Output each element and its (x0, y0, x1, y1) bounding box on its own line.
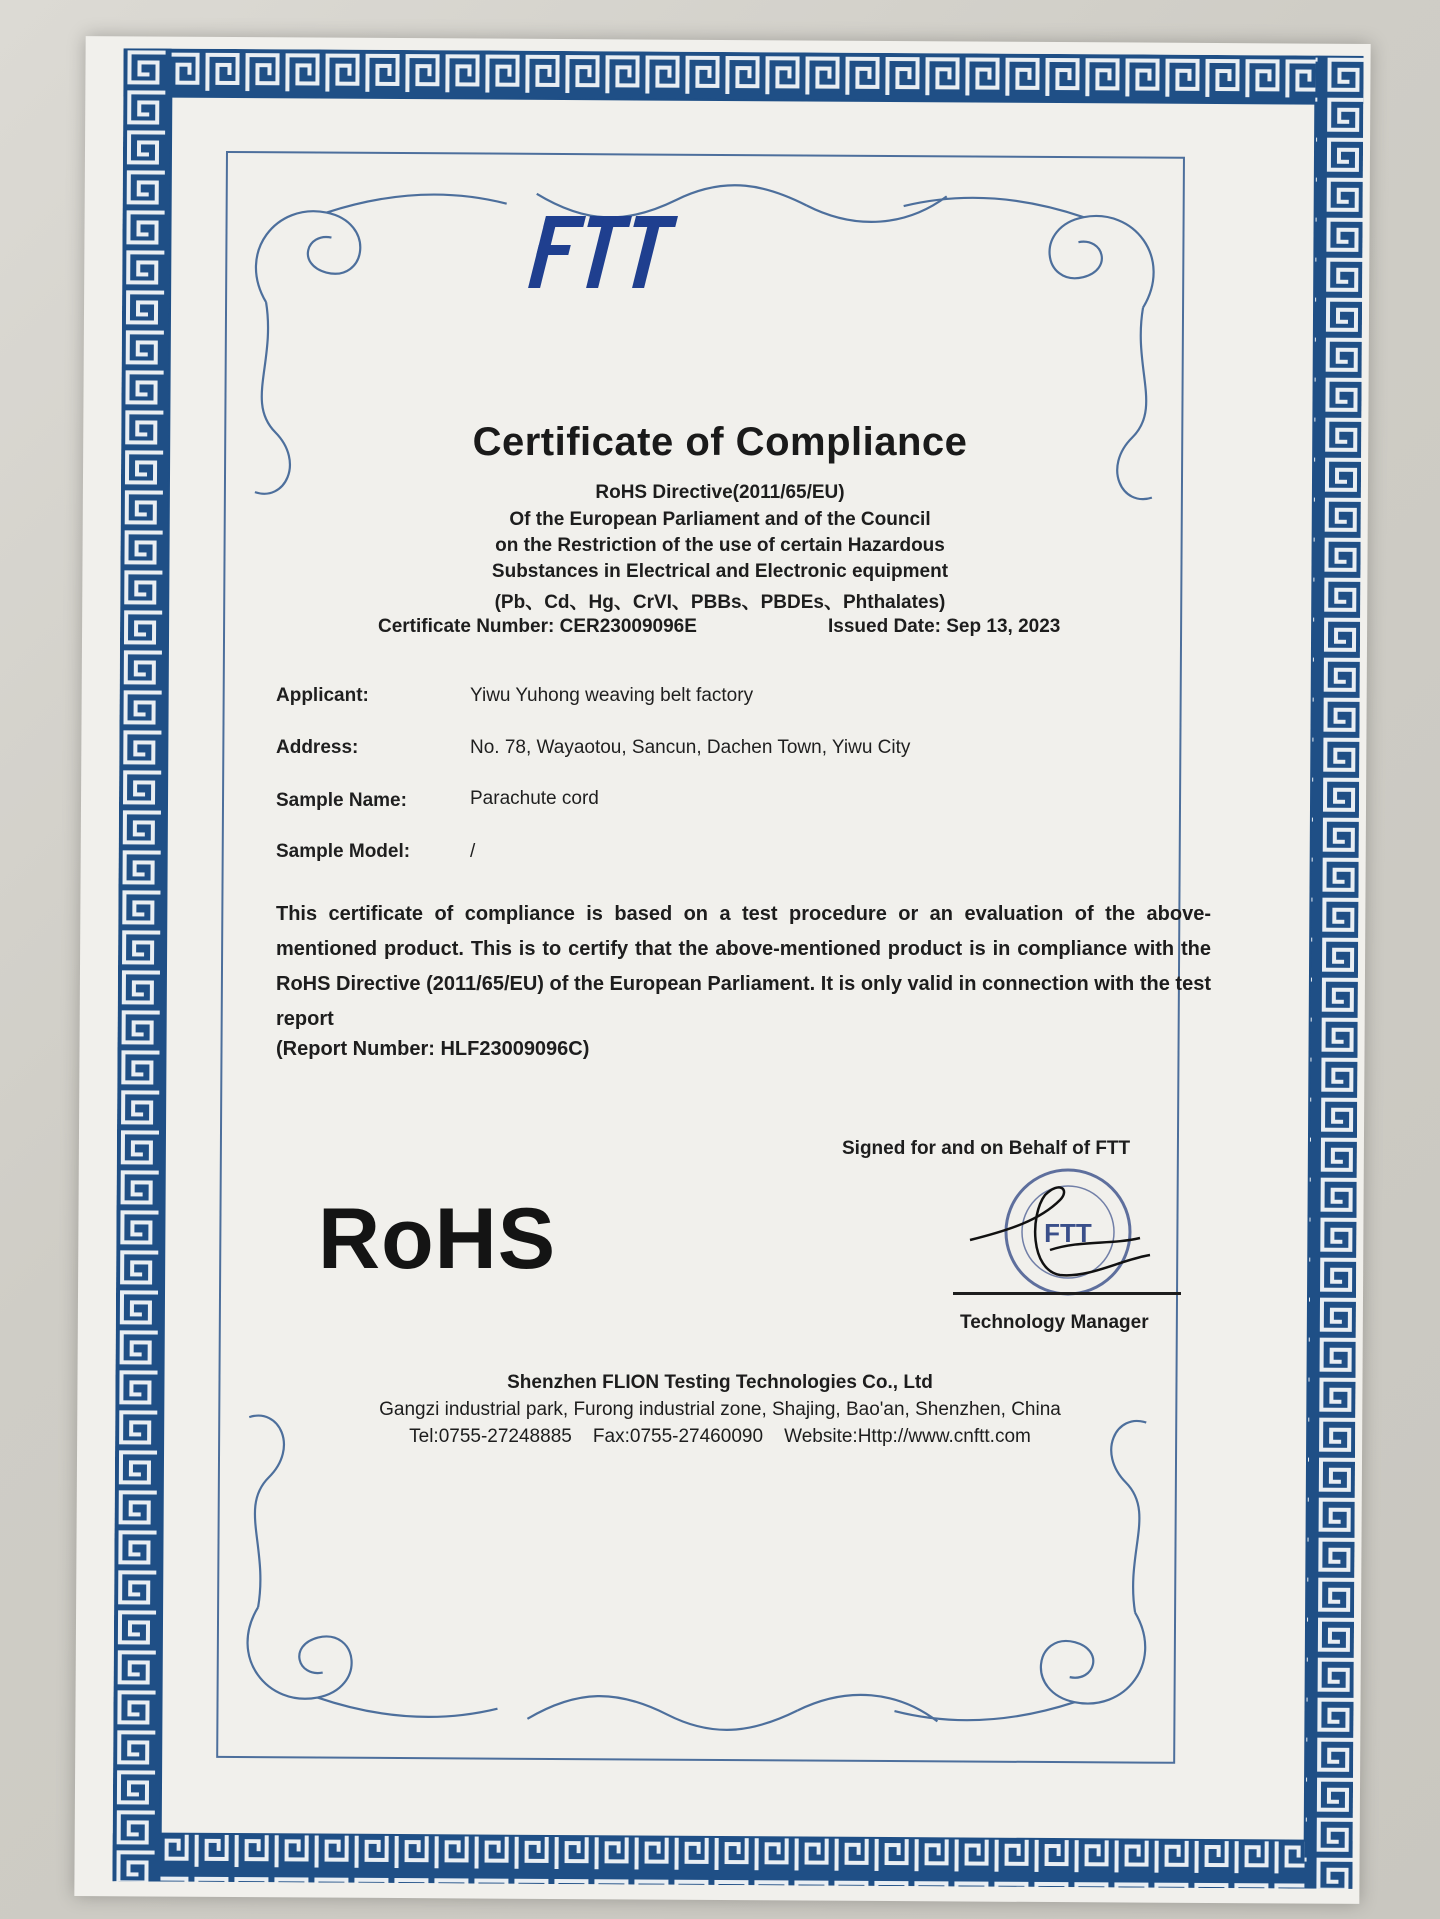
address-value: No. 78, Wayaotou, Sancun, Dachen Town, Yiwu City (470, 737, 911, 758)
directive-line: Substances in Electrical and Electronic equipment (491, 561, 949, 582)
sample-model-value: / (470, 841, 476, 862)
issuer-address: Gangzi industrial park, Furong industrial zone, Shajing, Bao'an, Shenzhen, China (379, 1399, 1061, 1420)
report-number: (Report Number: HLF23009096C) (276, 1038, 590, 1060)
issued-date: Issued Date: Sep 13, 2023 (828, 616, 1061, 637)
certificate-title: Certificate of Compliance (472, 420, 968, 464)
address-label: Address: (276, 737, 359, 758)
directive-line: RoHS Directive(2011/65/EU) (595, 482, 845, 503)
directive-line: Of the European Parliament and of the Council (509, 509, 931, 530)
issuer-contact: Tel:0755-27248885 Fax:0755-27460090 Website:Http://www.cnftt.com (409, 1426, 1031, 1447)
directive-line: (Pb、Cd、Hg、CrVI、PBBs、PBDEs、Phthalates) (494, 592, 946, 613)
stamp-text: FTT (1044, 1218, 1092, 1248)
sample-model-label: Sample Model: (276, 841, 411, 862)
compliance-statement: This certificate of compliance is based on a test procedure or an evaluation of the above-mentioned product. This is to certify that the above-mentioned product is in compliance with the RoHS Directive (2011/65/EU) of the European Parliament. It is only valid in connection with the test report (276, 903, 1211, 1030)
sample-name-label: Sample Name: (276, 790, 407, 811)
directive-line: on the Restriction of the use of certain Hazardous (495, 535, 945, 556)
signed-for-label: Signed for and on Behalf of FTT (842, 1138, 1131, 1159)
issuer-company: Shenzhen FLION Testing Technologies Co., Ltd (507, 1372, 933, 1393)
official-stamp-and-signature (950, 1160, 1180, 1310)
applicant-label: Applicant: (276, 685, 369, 706)
applicant-value: Yiwu Yuhong weaving belt factory (470, 685, 754, 706)
sample-name-value: Parachute cord (470, 788, 599, 809)
signature-line (953, 1292, 1181, 1295)
certificate-number: Certificate Number: CER23009096E (378, 616, 697, 637)
ftt-logo (525, 212, 685, 292)
signatory-title: Technology Manager (960, 1312, 1149, 1333)
rohs-mark: RoHS (318, 1191, 557, 1287)
